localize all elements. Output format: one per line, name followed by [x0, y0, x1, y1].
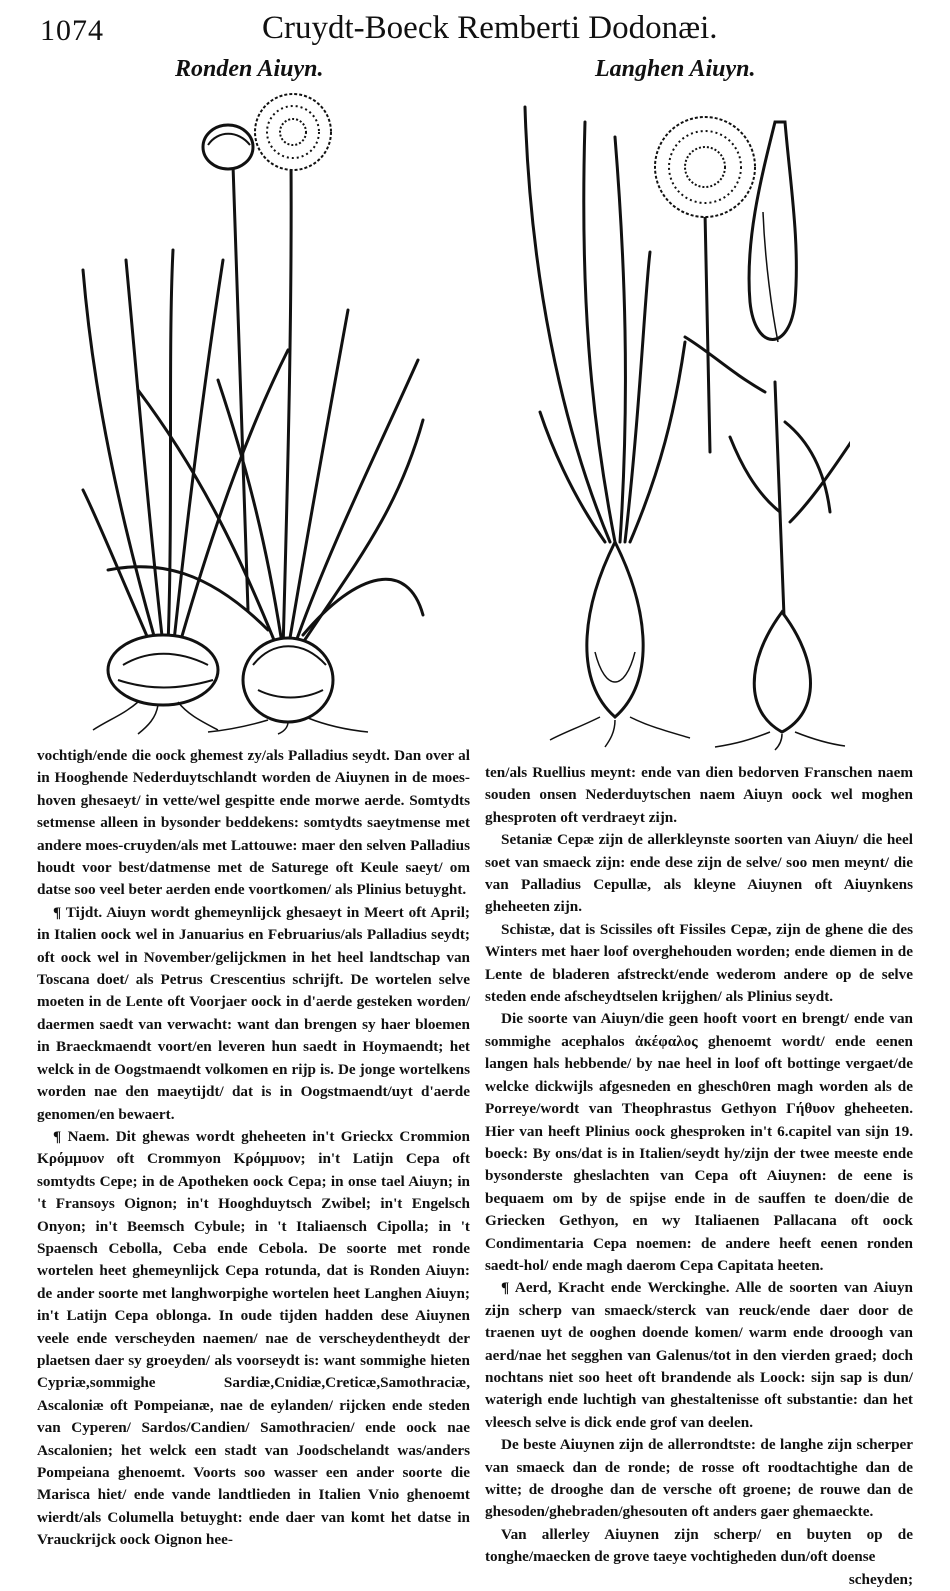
left-paragraph-naem: ¶ Naem. Dit ghewas wordt gheheeten in't Grieckx Crommion Κρόμμυον oft Crommyon Κρόμμυον; in't Latijn Cepa oft somtydts Cepe; in de Apotheken oock Cepa; in onse tael Aiuyn; in 't Fransoys Oignon; in't Hooghduytsch Zwibel; in't Engelsch Onyon; in't Beemsch Cybule; in 't Italiaensch Cipolla; in 't Spaensch Cebolla, Ceba ende Cebola. De soorte met ronde wortelen heet ghemeynlijck Cepa rotunda, dat is Ronden Aiuyn: de ander soorte met langhworpighe wortelen heet Langhen Aiuyn; in't Latijn Cepa oblonga. In oude tijden hadden dese Aiuynen veele ende verscheyden naemen/ nae de verscheydentheydt der plaetsen daer sy groeyden/ als voorseydt is: want sommighe hieten Cypriæ,sommighe Sardiæ,Cnidiæ,Creticæ,Samothraciæ, Ascaloniæ oft Pompeianæ, nae de eylanden/ rijcken ende steden van Cyperen/ Sardos/Candien/ Samothracien/ ende oock nae Ascalonien; het welck een stadt van Joodschelandt was/anders Pompeiana ghenoemt. Voorts soo wasser een ander soorte die Marisca hiet/ ende vande landtlieden in Italien Vnio ghenoemt wierdt/als Columella betuyght: ende daer van komt het datse in Vrauckrijck oock Oignon hee-	[37, 1127, 470, 1549]
right-paragraph-setaniae: Setaniæ Cepæ zijn de allerkleynste soorten van Aiuyn/ die heel soet van smaeck zijn: ende dese zijn de selve/ soo men meynt/ die van Palladius Cepullæ, als kleyne Aiuynen oft Aiuynkens gheheeten zijn.	[485, 831, 913, 916]
round-onion-illustration	[78, 90, 438, 735]
right-paragraph-allerley: Van allerley Aiuynen zijn scherp/ en buyten op de tonghe/maecken de grove taeye vochtigheden dun/oft doense	[485, 1525, 913, 1566]
right-text-column	[485, 762, 913, 1591]
figure-caption-round-onion: Ronden Aiuyn.	[175, 56, 324, 82]
page-number: 1074	[40, 14, 104, 47]
right-catchword: scheyden;	[848, 1570, 913, 1588]
long-onion-illustration	[520, 92, 850, 752]
left-text-column	[37, 745, 470, 1552]
left-paragraph-tijdt: ¶ Tijdt. Aiuyn wordt ghemeynlijck ghesaeyt in Meert oft April; in Italien oock wel in Januarius en Februarius/als Palladius seydt; oft oock wel in November/gelijckmen in het heel landtschap van Toscana doet/ als Petrus Crescentius schrijft. De wortelen selve moeten in de Lente oft Voorjaer oock in d'aerde gesteken worden/ daermen saedt van verwacht: want dan brengen sy haer bloemen in Braeckmaendt voort/en leveren hun saedt in Hoymaendt; het welck in de Oogstmaendt volkomen en rijp is. De jonge wortelkens worden nae den maeytijdt/ dat is in Oogstmaendt/uyt d'aerde genomen/en bewaert.	[37, 903, 470, 1123]
left-paragraph-1: vochtigh/ende die oock ghemest zy/als Palladius seydt. Dan over al in Hooghende Nederduytschlandt worden de Aiuynen in de moes-hoven ghesaeyt/ in vette/wel gespitte ende morwe aerde. Somtydts setmense alleen in bysonder beddekens: somtydts saeytmense met andere moes-cruyden/als met Lattouwe: maer den selven Palladius houdt voor best/datmense met de Saturege oft Keule saeyt/ om datse soo veel beter aerden ende voortkomen/ als Plinius betuyght.	[37, 747, 470, 899]
right-paragraph-aerd: ¶ Aerd, Kracht ende Werckinghe. Alle de soorten van Aiuyn zijn scherp van smaeck/sterck van reuck/ende daer door de traenen uyt de ooghen doende komen/ warm ende drooogh van aerd/nae het segghen van Galenus/tot in den vierden graed; doch nochtans niet soo heet oft brandende als Loock: sijn sap is dun/ waterigh ende luchtigh van ghestaltenisse oft substantie: dan het vleesch selve is dick ende grof van deelen.	[485, 1279, 913, 1431]
right-paragraph-beste: De beste Aiuynen zijn de allerrondtste: de langhe zijn scherper van smaeck dan de ronde; de rosse oft roodtachtighe dan de witte; de drooghe dan de versche oft groene; de rouwe dan de ghesoden/ghebraden/ghesouten oft anders gaer ghemaeckte.	[485, 1436, 913, 1521]
running-head: Cruydt-Boeck Remberti Dodonæi.	[262, 10, 718, 46]
round-onion-woodcut	[78, 90, 438, 735]
figure-caption-long-onion: Langhen Aiuyn.	[595, 56, 756, 82]
long-onion-woodcut	[520, 92, 850, 752]
right-paragraph-1: ten/als Ruellius meynt: ende van dien bedorven Franschen naem souden onsen Nederduytschen naem Aiuyn oock wel moghen ghesproten oft verdraeyt zijn.	[485, 764, 913, 826]
right-paragraph-schistae: Schistæ, dat is Scissiles oft Fissiles Cepæ, zijn de ghene die des Winters met haer loof overghehouden worden; ende diemen in de Lente de bladeren afstreckt/ende wederom andere op de selve steden ende afscheydtselen krijghen/ als Plinius seydt.	[485, 920, 913, 1006]
right-paragraph-gethyon: Die soorte van Aiuyn/die geen hooft voort en brengt/ ende van sommighe acephalos ἀκέφαλος ghenoemt wordt/ ende eenen langen hals hebbende/ by nae heel in loof oft bottinge vergaet/de welcke dickwijls afgesneden en ghesch0ren magh worden als de Porreye/wordt van Theophrastus Gethyon Γήθυον gheheeten. Hier van heeft Plinius oock ghesproken in't 6.capitel van sijn 19. boeck: By ons/dat is in Italien/seydt hy/zijn der twee meeste ende bysonderste gheslachten van Cepa oft Aiuynen: de eene is bequaem om by de spijse ende in de sauffen te doen/die de Griecken Gethyon, en wy Italiaenen Pallacana oft oock Condimentaria Cepa noemen: de andere heeft eenen ronden saedt-hol/ ende magh daerom Cepa Capitata heeten.	[485, 1010, 913, 1274]
